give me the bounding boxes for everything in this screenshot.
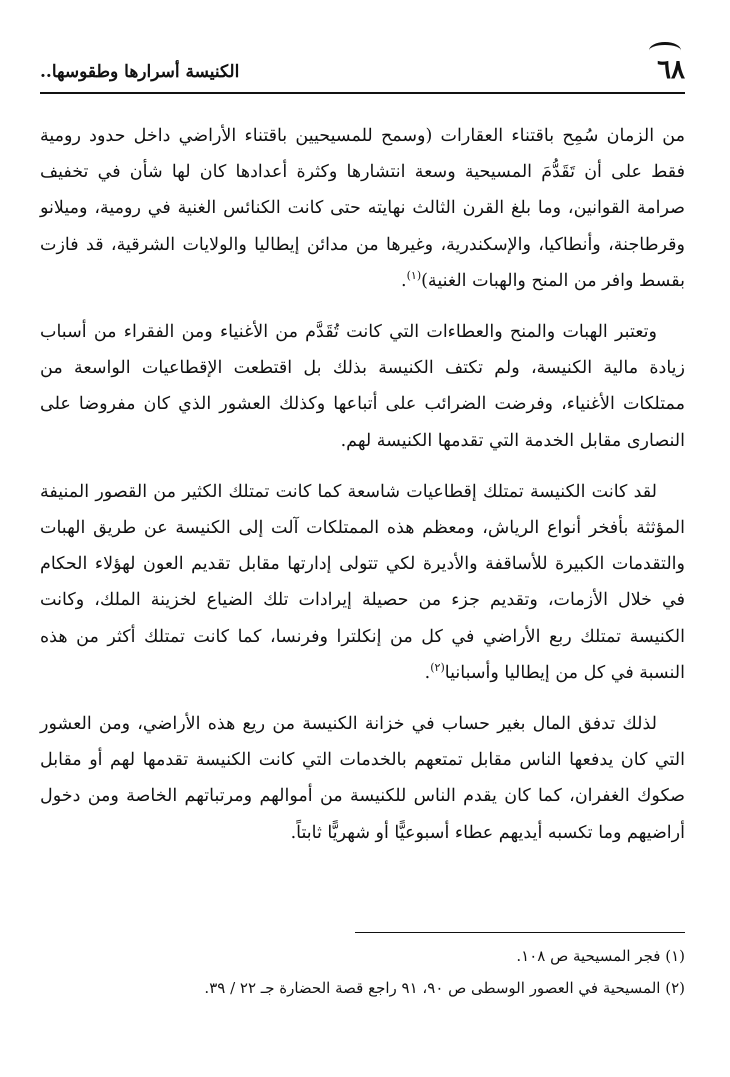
footnote-divider (355, 932, 685, 933)
body-text (40, 118, 685, 866)
paragraph: لقد كانت الكنيسة تمتلك إقطاعيات شاسعة كما كانت تمتلك الكثير من القصور المنيفة المؤثثة بأفخر أنواع الرياش، ومعظم هذه الممتلكات آلت إلى الكنيسة عن طريق الهبات والتقدمات الكبيرة للأساقفة والأديرة لكي تتولى إدارتها مقابل تقديم العون لهؤلاء الحكام في خلال الأزمات، وتقديم جزء من حصيلة إيرادات تلك الضياع لخزينة الملك، وكانت الكنيسة تمتلك ربع الأراضي في كل من إنكلترا وفرنسا، كما كانت تمتلك أكثر من هذه النسبة في كل من إيطاليا وأسبانيا$^{(٢)}$. (40, 481, 685, 683)
page-header (40, 52, 685, 94)
paragraph: وتعتبر الهبات والمنح والعطاءات التي كانت تُقَدَّم من الأغنياء ومن الفقراء من أسباب زيادة مالية الكنيسة، ولم تكتف الكنيسة بذلك بل اقتطعت الإقطاعيات الواسعة من ممتلكات الأغنياء، وفرضت الضرائب على أتباعها وكذلك العشور الذي كان مفروضا على النصارى مقابل الخدمة التي تقدمها الكنيسة لهم. (40, 322, 685, 451)
footnote-ref[interactable]: (١) (406, 268, 422, 282)
running-title: الكنيسة أسرارها وطقوسها.. (40, 62, 240, 82)
page-number: ٦٨ (657, 55, 685, 85)
paragraph: لذلك تدفق المال بغير حساب في خزانة الكنيسة من ريع هذه الأراضي، ومن العشور التي كان يدفعها الناس مقابل تمتعهم بالخدمات التي كانت الكنيسة تقدمها لهم أو مقابل صكوك الغفران، كما كان يقدم الناس للكنيسة من أموالهم ومرتباتهم الخاصة ومن دخول أراضيهم وما تكسبه أيديهم عطاء أسبوعيًّا أو شهريًّا ثابتاً. (40, 714, 685, 843)
footnote-ref[interactable]: (٢) (430, 661, 445, 675)
footnote: (١) فجر المسيحية ص ١٠٨. (516, 947, 685, 965)
footnote: (٢) المسيحية في العصور الوسطى ص ٩٠، ٩١ راجع قصة الحضارة جـ ٢٢ / ٣٩. (204, 979, 685, 997)
footnotes (40, 940, 685, 1004)
paragraph: من الزمان سُمِح باقتناء العقارات (وسمح للمسيحيين باقتناء الأراضي داخل حدود رومية فقط على أن تَقَدُّمَ المسيحية وسعة انتشارها وكثرة أعدادها كان لها شأن في تخفيف صرامة القوانين، وما بلغ القرن الثالث نهايته حتى كانت الكنائس الغنية في رومية، وميلانو وقرطاجنة، وأنطاكيا، والإسكندرية، وغيرها من مدائن إيطاليا والولايات الشرقية، قد فازت بقسط وافر من المنح والهبات الغنية)$^{(١)}$. (40, 126, 685, 291)
